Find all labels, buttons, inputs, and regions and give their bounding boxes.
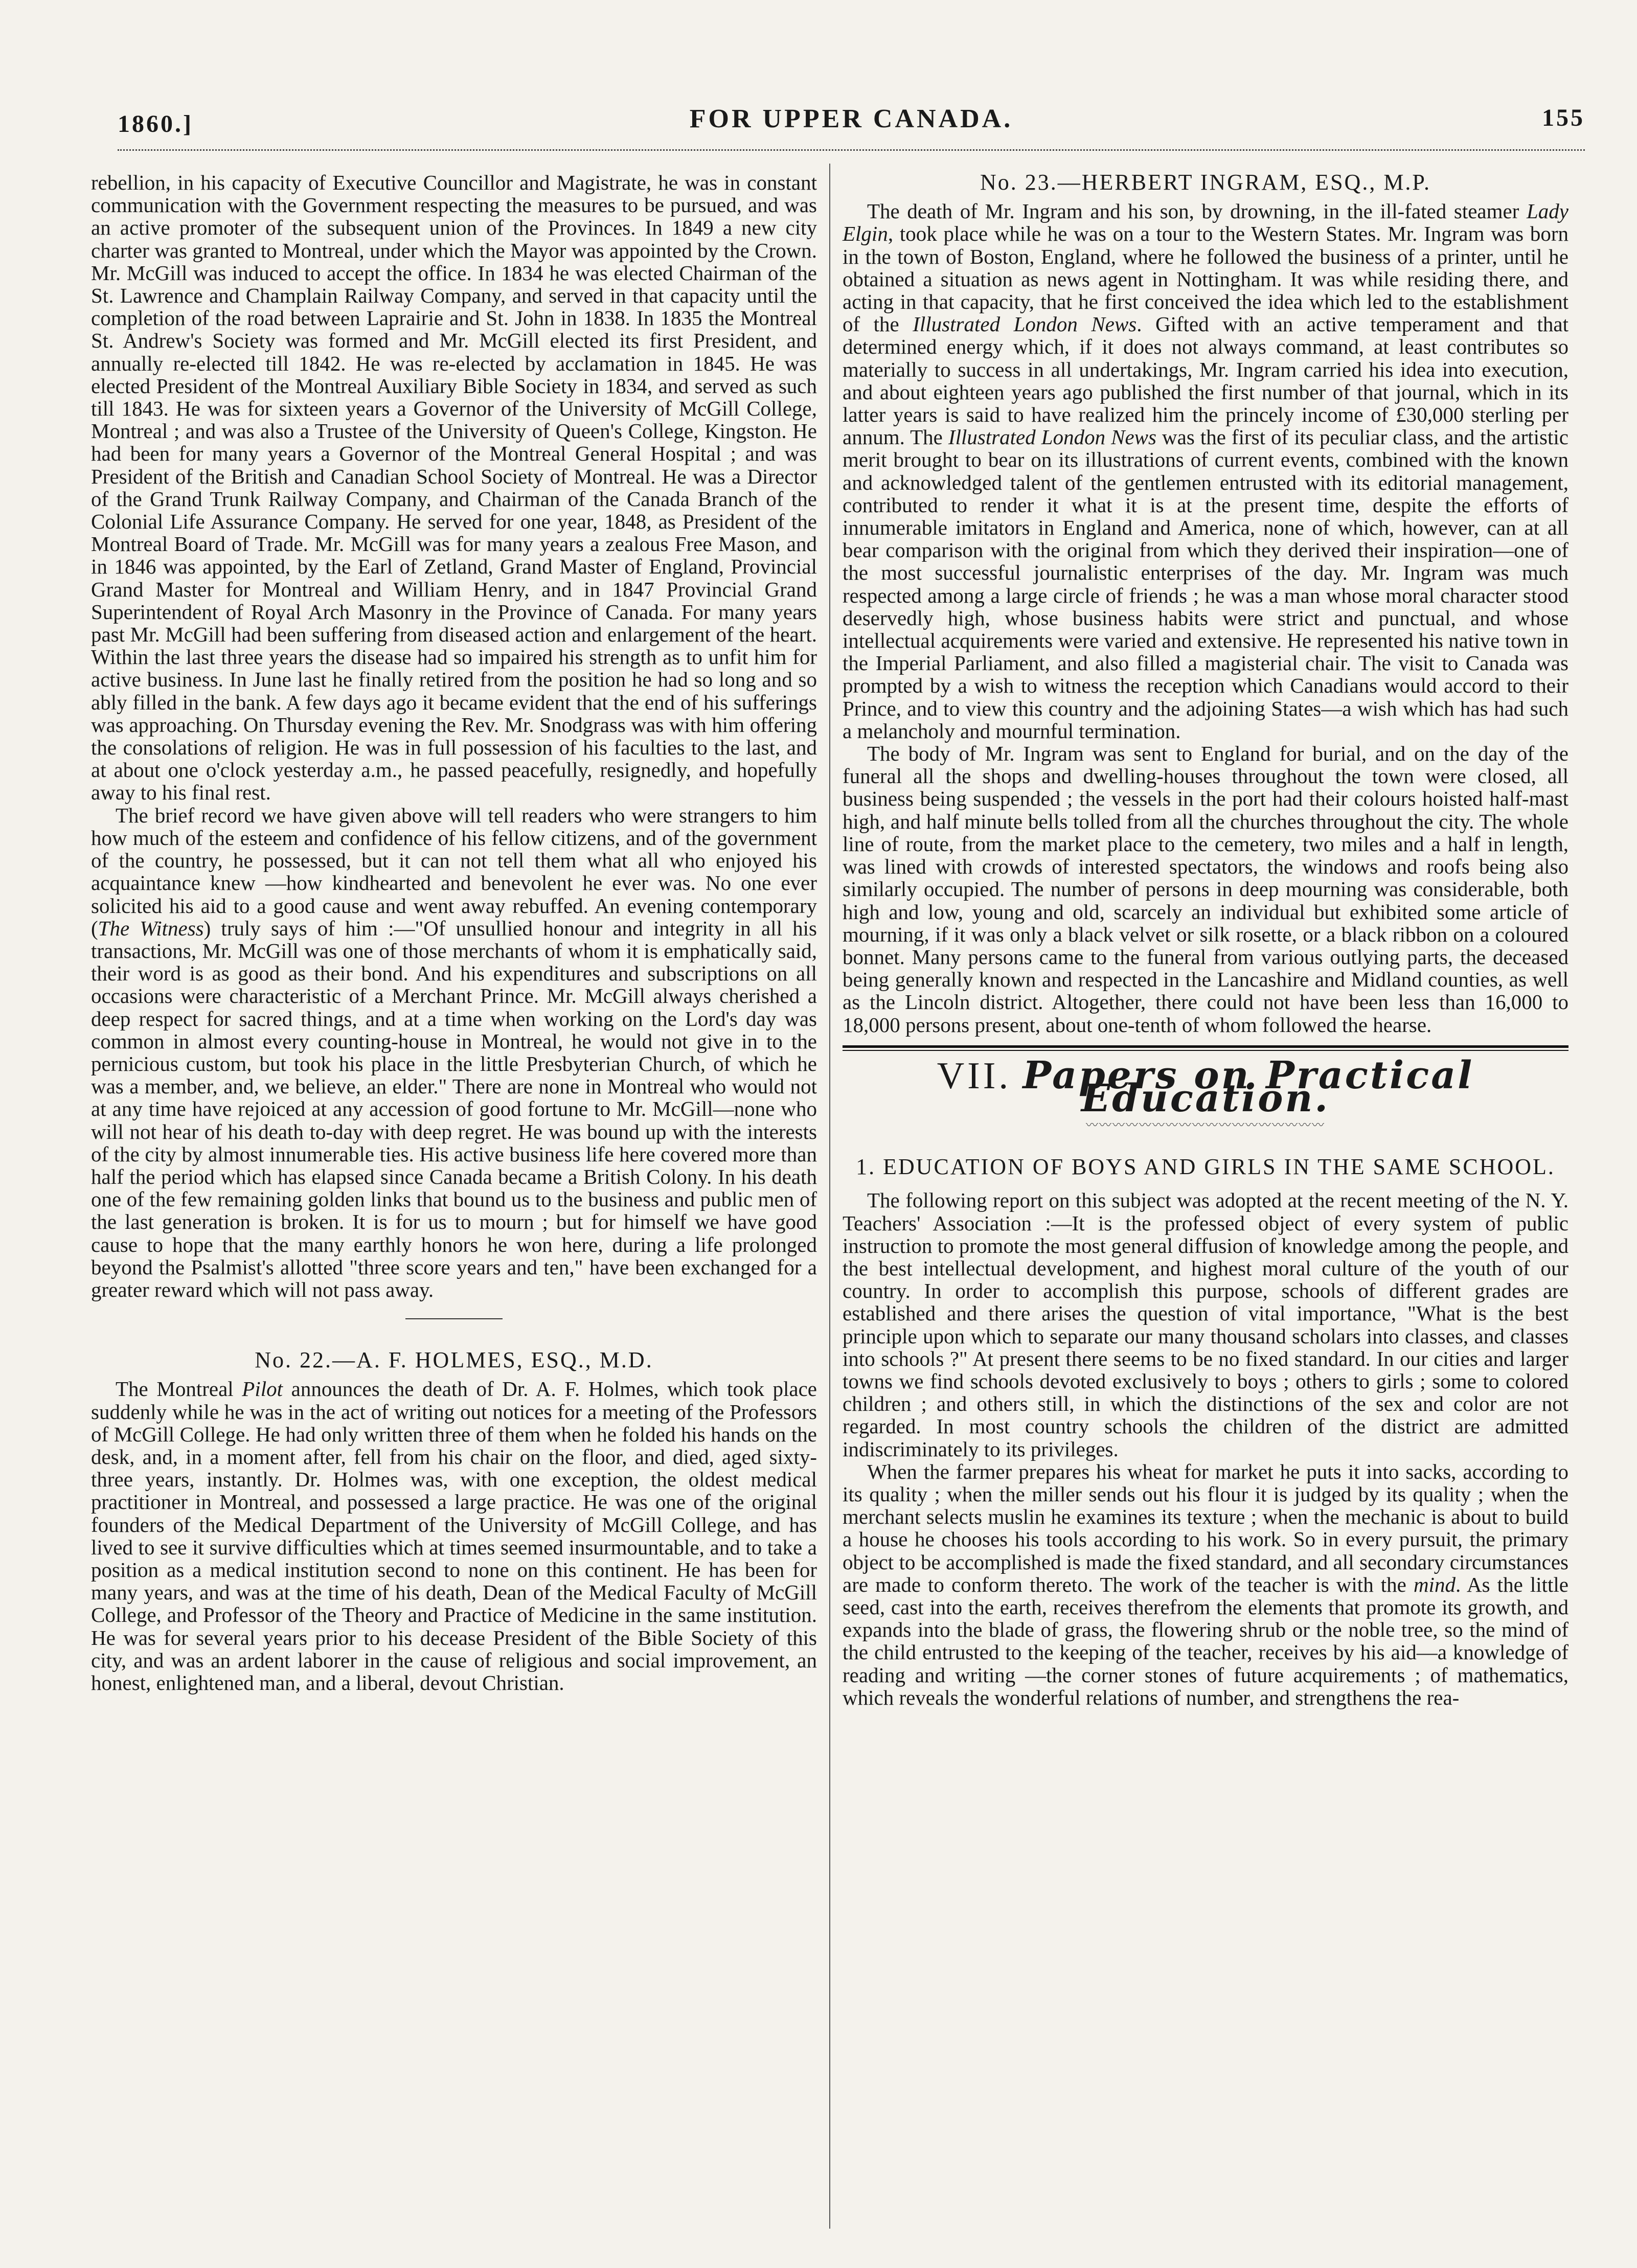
column-divider (829, 164, 830, 2229)
newspaper-name-witness: The Witness (98, 916, 204, 940)
heading-ingram: No. 23.—HERBERT INGRAM, ESQ., M.P. (980, 170, 1431, 195)
mcgill-tribute-paragraph: The brief record we have given above will tell readers who were strangers to him how much of the esteem and confidence of his fellow citizens, and of the government of the country, he possessed, but it can not tell them what all who enjoyed his acquaintance knew —how kindhearted and benevolent he ever was. No one ever solicited his aid to a good cause and went away rebuffed. An evening contemporary (The Witness) truly says of him :—"Of unsullied honour and integrity in all his transactions, Mr. McGill was one of those merchants of whom it is emphatically said, their word is as good as their bond. And his expenditures and subscriptions on all occasions were characteristic of a Merchant Prince. Mr. McGill always cherished a deep respect for sacred things, and at a time when working on the Lord's day was common in almost every counting-house in Montreal, he would not give in to the pernicious custom, but took his place in the little Presbyterian Church, of which he was a member, and, we believe, an elder." There are none in Montreal who would not at any time have rejoiced at any accession of good fortune to Mr. McGill—none who will not hear of his death to-day with deep regret. He was bound up with the interests of the city by almost innumerable ties. His active business life here covered more than half the period which has elapsed since Canada became a British Colony. In his death one of the few remaining golden links that bound us to the business and public men of the last generation is broken. It is for us to mourn ; but for himself we have good cause to hope that the many earthly honors he won here, during a life prolonged beyond the Psalmist's allotted "three score years and ten," have been exchanged for a greater reward which will not pass away. (91, 803, 817, 1301)
mcgill-obituary-continued: rebellion, in his capacity of Executive Councillor and Magistrate, he was in constant communication with the Government respecting the measures to be pursued, and was an active promoter of the subsequent union of the Provinces. In 1849 a new city charter was granted to Montreal, under which the Mayor was appointed by the Crown. Mr. McGill was induced to accept the office. In 1834 he was elected Chairman of the St. Lawrence and Champlain Railway Company, and served in that capacity until the completion of the road between Laprairie and St. John in 1838. In 1835 the Montreal St. Andrew's Society was formed and Mr. McGill elected its first President, and annually re-elected till 1842. He was re-elected by acclamation in 1845. He was elected President of the Montreal Auxiliary Bible Society in 1834, and served as such till 1843. He was for sixteen years a Governor of the University of McGill College, Montreal ; and was also a Trustee of the University of Queen's College, Kingston. He had been for many years a Governor of the Montreal General Hospital ; and was President of the British and Canadian School Society of Montreal. He was a Director of the Grand Trunk Railway Company, and Chairman of the Canada Branch of the Colonial Life Assurance Company. He served for one year, 1848, as President of the Montreal Board of Trade. Mr. McGill was for many years a zealous Free Mason, and in 1846 was appointed, by the Earl of Zetland, Grand Master of England, Provincial Grand Master for Montreal and William Henry, and in 1847 Provincial Grand Superintendent of Royal Arch Masonry in the Province of Canada. For many years past Mr. McGill had been suffering from diseased action and enlargement of the heart. Within the last three years the disease had so impaired his strength as to unfit him for active business. In June last he finally retired from the position he had so long and so ably filled in the bank. A few days ago it became evident that the end of his sufferings was approaching. On Thursday evening the Rev. Mr. Snodgrass was with him offering the consolations of religion. He was in full possession of his faculties to the last, and at about one o'clock yesterday a.m., he passed peacefully, resignedly, and hopefully away to his final rest. (91, 171, 817, 805)
section-rule-thin (843, 1050, 1568, 1051)
running-head (118, 95, 1585, 141)
section-name: Papers on Practical Education. (1022, 1053, 1474, 1120)
education-report-intro: The following report on this subject was adopted at the recent meeting of the N. Y. Teachers' Association :—It is the professed object of every system of public instruction to promote the most general diffusion of knowledge among the people, and the best intellectual development, and highest moral culture of the youth of our country. In order to accomplish this purpose, schools of different grades are established and there arises the question of vital importance, "What is the best principle upon which to separate our many thousand scholars into classes, and classes into schools ?" At present there seems to be no fixed standard. In our cities and larger towns we find schools devoted exclusively to boys ; others to girls ; some to colored children ; and others still, in which the distinctions of the sex and color are not regarded. In most country schools the children of the district are admitted indiscriminately to its privileges. (843, 1188, 1568, 1461)
left-column (91, 171, 817, 2226)
decorative-wave: 〰〰〰〰〰〰〰〰〰〰〰〰〰〰〰〰〰〰 (1086, 1119, 1325, 1133)
heading-holmes: No. 22.—A. F. HOLMES, ESQ., M.D. (255, 1347, 653, 1373)
section-separator (405, 1318, 503, 1319)
right-column (843, 171, 1568, 2226)
ingram-obituary: The death of Mr. Ingram and his son, by drowning, in the ill-fated steamer Lady Elgin, took place while he was on a tour to the Western States. Mr. Ingram was born in the town of Boston, England, where he followed the business of a printer, until he obtained a situation as news agent in Nottingham. It was while residing there, and acting in that capacity, that he first conceived the idea which led to the establishment of the Illustrated London News. Gifted with an active temperament and that determined energy which, if it does not always command, at least contributes so materially to success in all undertakings, Mr. Ingram carried his idea into execution, and about eighteen years ago published the first number of that journal, which in its latter years is said to have realized him the princely income of £30,000 sterling per annum. The Illustrated London News was the first of its peculiar class, and the artistic merit brought to bear on its illustrations of current events, combined with the known and acknowledged talent of the gentlemen entrusted with its editorial management, contributed to render it what it is at the present time, despite the efforts of innumerable imitators in England and America, none of which, however, can at all bear comparison with the original from which they derived their inspiration—one of the most successful journalistic enterprises of the day. Mr. Ingram was much respected among a large circle of friends ; he was a man whose moral character stood deservedly high, whose business habits were strict and punctual, and whose intellectual acquirements were varied and extensive. He represented his native town in the Imperial Parliament, and also filled a magisterial chair. The visit to Canada was prompted by a wish to witness the reception which Canadians would accord to their Prince, and to view this country and the adjoining States—a wish which has had such a melancholy and mournful termination. (843, 199, 1568, 743)
running-head-title: FOR UPPER CANADA. (689, 104, 1013, 133)
section-title (843, 1053, 1568, 1120)
running-head-year: 1860.] (118, 110, 193, 138)
section-rule-thick (843, 1045, 1568, 1048)
header-rule (118, 149, 1585, 151)
article-heading-education: 1. EDUCATION OF BOYS AND GIRLS IN THE SAME SCHOOL. (856, 1154, 1555, 1180)
holmes-obituary: The Montreal Pilot announces the death of Dr. A. F. Holmes, which took place suddenly while he was in the act of writing out notices for a meeting of the Professors of McGill College. He had only written three of them when he folded his hands on the desk, and, in a moment after, fell from his chair on the floor, and died, aged sixty-three years, instantly. Dr. Holmes was, with one exception, the oldest medical practitioner in Montreal, and possessed a large practice. He was one of the original founders of the Medical Department of the University of McGill College, and has lived to see it survive difficulties which at times seemed insurmountable, and to take a position as a medical institution second to none on this continent. He has been for many years, and was at the time of his death, Dean of the Medical Faculty of McGill College, and Professor of the Theory and Practice of Medicine in the same institution. He was for several years prior to his decease President of the Bible Society of this city, and was an ardent laborer in the cause of religious and social improvement, an honest, enlightened man, and a liberal, devout Christian. (91, 1377, 817, 1694)
section-number: VII. (937, 1055, 1011, 1097)
page-number: 155 (1542, 104, 1585, 131)
education-report-body: When the farmer prepares his wheat for market he puts it into sacks, according to its quality ; when the miller sends out his flour it is judged by its quality ; when the merchant selects muslin he examines its texture ; when the mechanic is about to build a house he chooses his tools according to his work. So in every pursuit, the primary object to be accomplished is made the fixed standard, and all secondary circumstances are made to conform thereto. The work of the teacher is with the mind. As the little seed, cast into the earth, receives therefrom the elements that promote its growth, and expands into the blade of grass, the flowering shrub or the noble tree, so the mind of the child entrusted to the keeping of the teacher, receives by his aid—a knowledge of reading and writing —the corner stones of future acquirements ; of mathematics, which reveals the wonderful relations of number, and strengthens the rea- (843, 1459, 1568, 1709)
newspaper-name-pilot: Pilot (242, 1377, 283, 1401)
ingram-funeral: The body of Mr. Ingram was sent to England for burial, and on the day of the funeral all the shops and dwelling-houses throughout the town were closed, all business being suspended ; the vessels in the port had their colours hoisted half-mast high, and half minute bells tolled from all the churches throughout the city. The whole line of route, from the market place to the cemetery, two miles and a half in length, was lined with crowds of interested spectators, the windows and roofs being also similarly occupied. The number of persons in deep mourning was considerable, both high and low, young and old, scarcely an individual but exhibited some article of mourning, if it was only a black velvet or silk rosette, or a black ribbon on a coloured bonnet. Many persons came to the funeral from various outlying parts, the deceased being generally known and respected in the Lancashire and Midland counties, as well as the Lincoln district. Altogether, there could not have been less than 16,000 to 18,000 persons present, about one-tenth of whom followed the hearse. (843, 742, 1568, 1037)
